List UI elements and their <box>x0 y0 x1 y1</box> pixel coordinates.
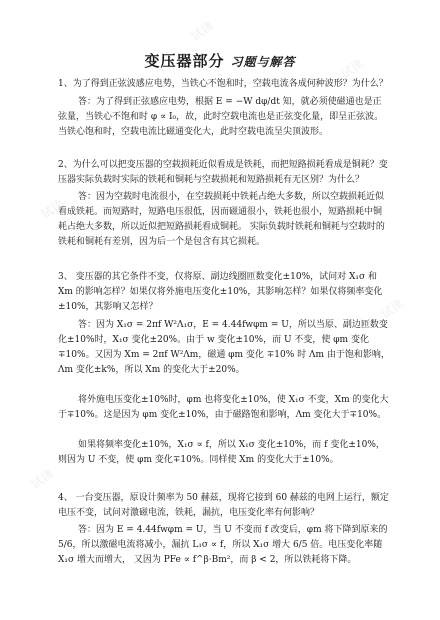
title-subtitle: 习题与解答 <box>230 55 296 69</box>
title-text: 变压器部分 <box>144 52 225 70</box>
question-1: 1、为了得到正弦波感应电势，当铁心不饱和时，空载电流各成何种波形？为什么？ <box>58 79 388 89</box>
answer-3-part-2: 将外施电压变化±10%时，φm 也将变化±10%，使 X₁σ 不变，Xm 的变化大于∓10%。这是因为 φm 变化±10%，由于磁路饱和影响，Λm 变化大于∓10%。 <box>58 395 389 420</box>
watermark: 试读 <box>38 196 67 222</box>
answer-4: 答：因为 E = 4.44fwφm = U，当 U 不变而 f 改变后，φm 将下降到原来的 5/6，所以激磁电流将减小，漏抗 L₁σ ∝ f，所以 X₁σ 增大 6/5 倍。电压变化率随 X₁σ 增大而增大， 又因为 PFe ∝ f^β·Bm²，而 β < 2，所以铁耗将下降。 <box>58 525 388 565</box>
answer-1: 答：为了得到正弦感应电势，根据 E = −W dφ/dt 知，就必须使磁通也是正弦量，当铁心不饱和时 φ ∝ I₀，故，此时空载电流也是正弦变化量，即呈正弦波。当铁心饱和时，空载电流比磁通变化大，此时空载电流呈尖顶波形。 <box>58 97 384 137</box>
question-2: 2、为什么可以把变压器的空载损耗近似看成是铁耗，而把短路损耗看成是铜耗？变压器实际负载时实际的铁耗和铜耗与空载损耗和短路损耗有无区别？为什么？ <box>58 160 388 185</box>
watermark: 试读 <box>378 296 407 322</box>
question-4: 4、 一台变压器，原设计频率为 50 赫兹，现将它接到 60 赫兹的电网上运行，额定电压不变，试问对激磁电流，铁耗，漏抗，电压变化率有何影响？ <box>58 493 389 518</box>
watermark: 试读 <box>338 56 367 82</box>
question-3: 3、 变压器的其它条件不变，仅将原、副边线圈匝数变化±10%，试问对 X₁σ 和 Xm 的影响怎样？如果仅将外施电压变化±10%，其影响怎样？如果仅将频率变化±10%，其影响又怎样？ <box>58 272 383 312</box>
page-title <box>0 50 440 71</box>
answer-3-part-3: 如果将频率变化±10%，X₁σ ∝ f，所以 X₁σ 变化±10%，而 f 变化±10%，则因为 U 不变，使 φm 变化∓10%。同样使 Xm 的变化大于±10%。 <box>58 440 385 465</box>
answer-2: 答：因为空载时电流很小，在空载损耗中铁耗占绝大多数，所以空载损耗近似看成铁耗。而短路时，短路电压很低，因而磁通很小，铁耗也很小，短路损耗中铜耗占绝大多数，所以近似把短路损耗看成铜耗。 实际负载时铁耗和铜耗与空载时的铁耗和铜耗有差别，因为后一个是包含有其它损耗。 <box>58 192 385 247</box>
answer-3-part-1: 答：因为 X₁σ = 2πf W²Λ₁σ，E = 4.44fwφm = U，所以当原、副边匝数变化±10%时，X₁σ 变化±20%。由于 w 变化±10%，而 U 不变，使 φm 变化 ∓10%。又因为 Xm = 2πf W²Λm，磁通 φm 变化 ∓10% 时 Λm 由于饱和影响，Λm 变化±k%，所以 Xm 的变化大于±20%。 <box>58 320 390 375</box>
watermark: 试读 <box>28 466 57 492</box>
watermark: 试读 <box>188 18 217 44</box>
